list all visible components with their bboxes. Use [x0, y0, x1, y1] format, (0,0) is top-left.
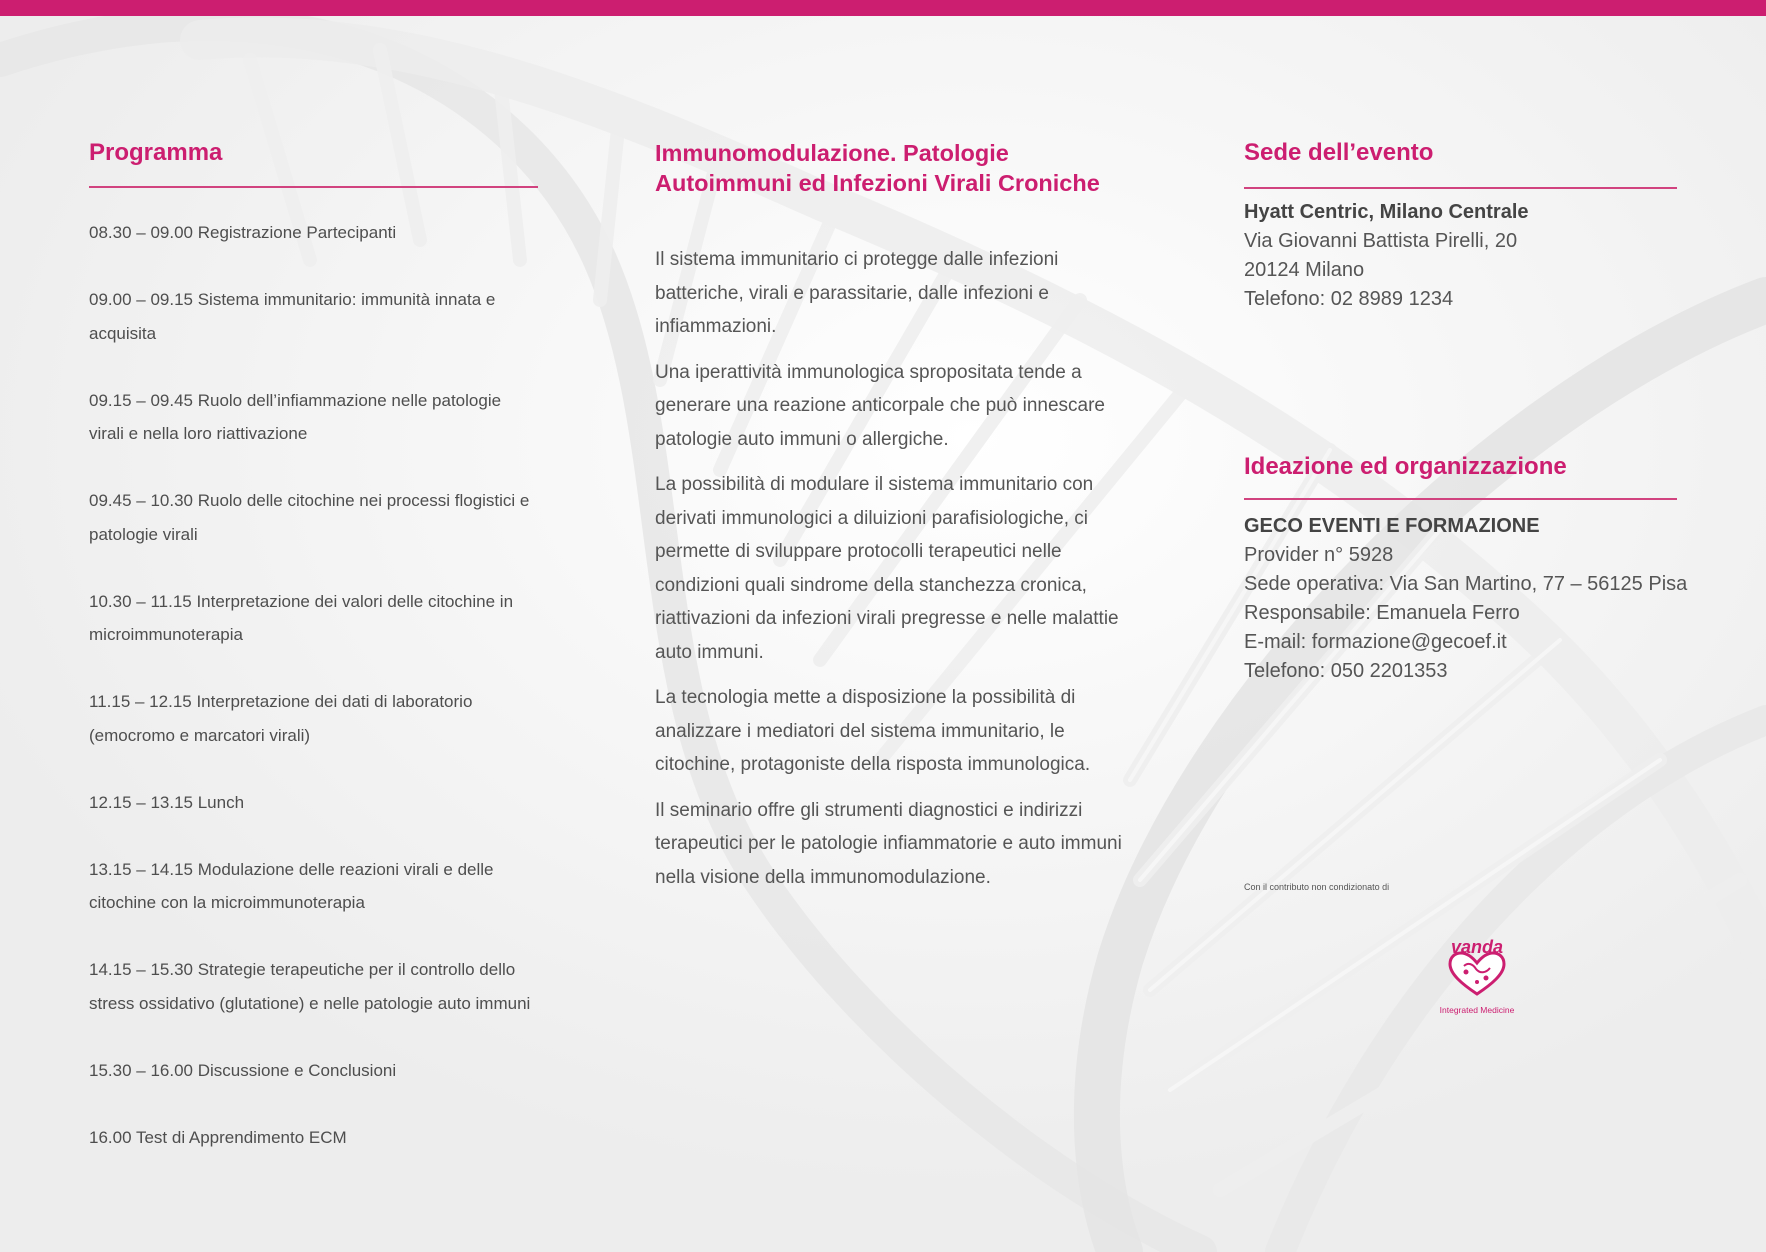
venue-name: Hyatt Centric, Milano Centrale: [1244, 201, 1529, 223]
program-heading: Programma: [89, 139, 223, 166]
venue-details: [1244, 198, 1677, 314]
program-item: 15.30 – 16.00 Discussione e Conclusioni: [89, 1060, 397, 1080]
sponsor-logo: [1419, 936, 1535, 1015]
organization-email[interactable]: E-mail: formazione@gecoef.it: [1244, 631, 1507, 653]
organization-manager: Responsabile: Emanuela Ferro: [1244, 602, 1520, 624]
top-accent-bar: [0, 0, 1766, 16]
program-item: 13.15 – 14.15 Modulazione delle reazioni virali e delle citochine con la microimmunoterapia: [89, 859, 494, 912]
program-item: 11.15 – 12.15 Interpretazione dei dati di laboratorio (emocromo e marcatori virali): [89, 692, 473, 745]
intro-paragraph: La tecnologia mette a disposizione la possibilità di analizzare i mediatori del sistema immunitario, le citochine, protagoniste della risposta immunologica.: [655, 687, 1091, 775]
program-item: 14.15 – 15.30 Strategie terapeutiche per il controllo dello stress ossidativo (glutatione) e nelle patologie auto immuni: [89, 960, 531, 1013]
logo-tagline: Integrated Medicine: [1439, 1005, 1515, 1015]
program-item: 08.30 – 09.00 Registrazione Partecipanti: [89, 223, 397, 242]
organization-provider: Provider n° 5928: [1244, 544, 1394, 566]
event-title-line-2: Autoimmuni ed Infezioni Virali Croniche: [655, 170, 1100, 196]
venue-heading: Sede dell’evento: [1244, 139, 1434, 166]
organization-name: GECO EVENTI E FORMAZIONE: [1244, 515, 1540, 537]
organization-phone: Telefono: 050 2201353: [1244, 660, 1448, 682]
program-item: 09.00 – 09.15 Sistema immunitario: immunità innata e acquisita: [89, 290, 496, 343]
organization-heading: Ideazione ed organizzazione: [1244, 453, 1567, 480]
venue-phone: Telefono: 02 8989 1234: [1244, 288, 1454, 310]
program-list: [89, 216, 538, 1188]
organization-office: Sede operativa: Via San Martino, 77 – 56125 Pisa: [1244, 573, 1688, 595]
program-item: 12.15 – 13.15 Lunch: [89, 792, 245, 812]
program-item: 10.30 – 11.15 Interpretazione dei valori delle citochine in microimmunoterapia: [89, 591, 514, 644]
program-item: 09.15 – 09.45 Ruolo dell’infiammazione nelle patologie virali e nella loro riattivazione: [89, 390, 502, 443]
venue-divider: [1244, 187, 1677, 189]
vanda-logo-icon: [1442, 936, 1512, 998]
venue-address: Via Giovanni Battista Pirelli, 20: [1244, 230, 1518, 252]
logo-wordmark: vanda: [1450, 937, 1504, 957]
intro-paragraph: Il sistema immunitario ci protegge dalle infezioni batteriche, virali e parassitarie, dalle infezioni e infiammazioni.: [655, 249, 1059, 337]
program-item: 09.45 – 10.30 Ruolo delle citochine nei processi flogistici e patologie virali: [89, 491, 530, 544]
program-item: 16.00 Test di Apprendimento ECM: [89, 1127, 347, 1147]
event-title-line-1: Immunomodulazione. Patologie: [655, 140, 1009, 166]
organization-details: [1244, 512, 1688, 686]
sponsor-note: Con il contributo non condizionato di: [1244, 882, 1390, 892]
organization-divider: [1244, 498, 1677, 500]
intro-paragraph: Il seminario offre gli strumenti diagnostici e indirizzi terapeutici per le patologie infiammatorie e auto immuni nella visione della immunomodulazione.: [655, 799, 1122, 888]
intro-body: [655, 243, 1125, 906]
program-divider: [89, 186, 538, 188]
venue-city: 20124 Milano: [1244, 259, 1365, 281]
intro-paragraph: La possibilità di modulare il sistema immunitario con derivati immunologici a diluizioni parafisiologiche, ci permette di sviluppare protocolli terapeutici nelle condizioni quali sindrome della stanchezza cronica, riattivazioni da infezioni virali pregresse e nelle malattie auto immuni.: [655, 474, 1119, 663]
intro-paragraph: Una iperattività immunologica spropositata tende a generare una reazione anticorpale che può innescare patologie auto immuni o allergiche.: [655, 361, 1105, 450]
event-title: [655, 138, 1125, 198]
